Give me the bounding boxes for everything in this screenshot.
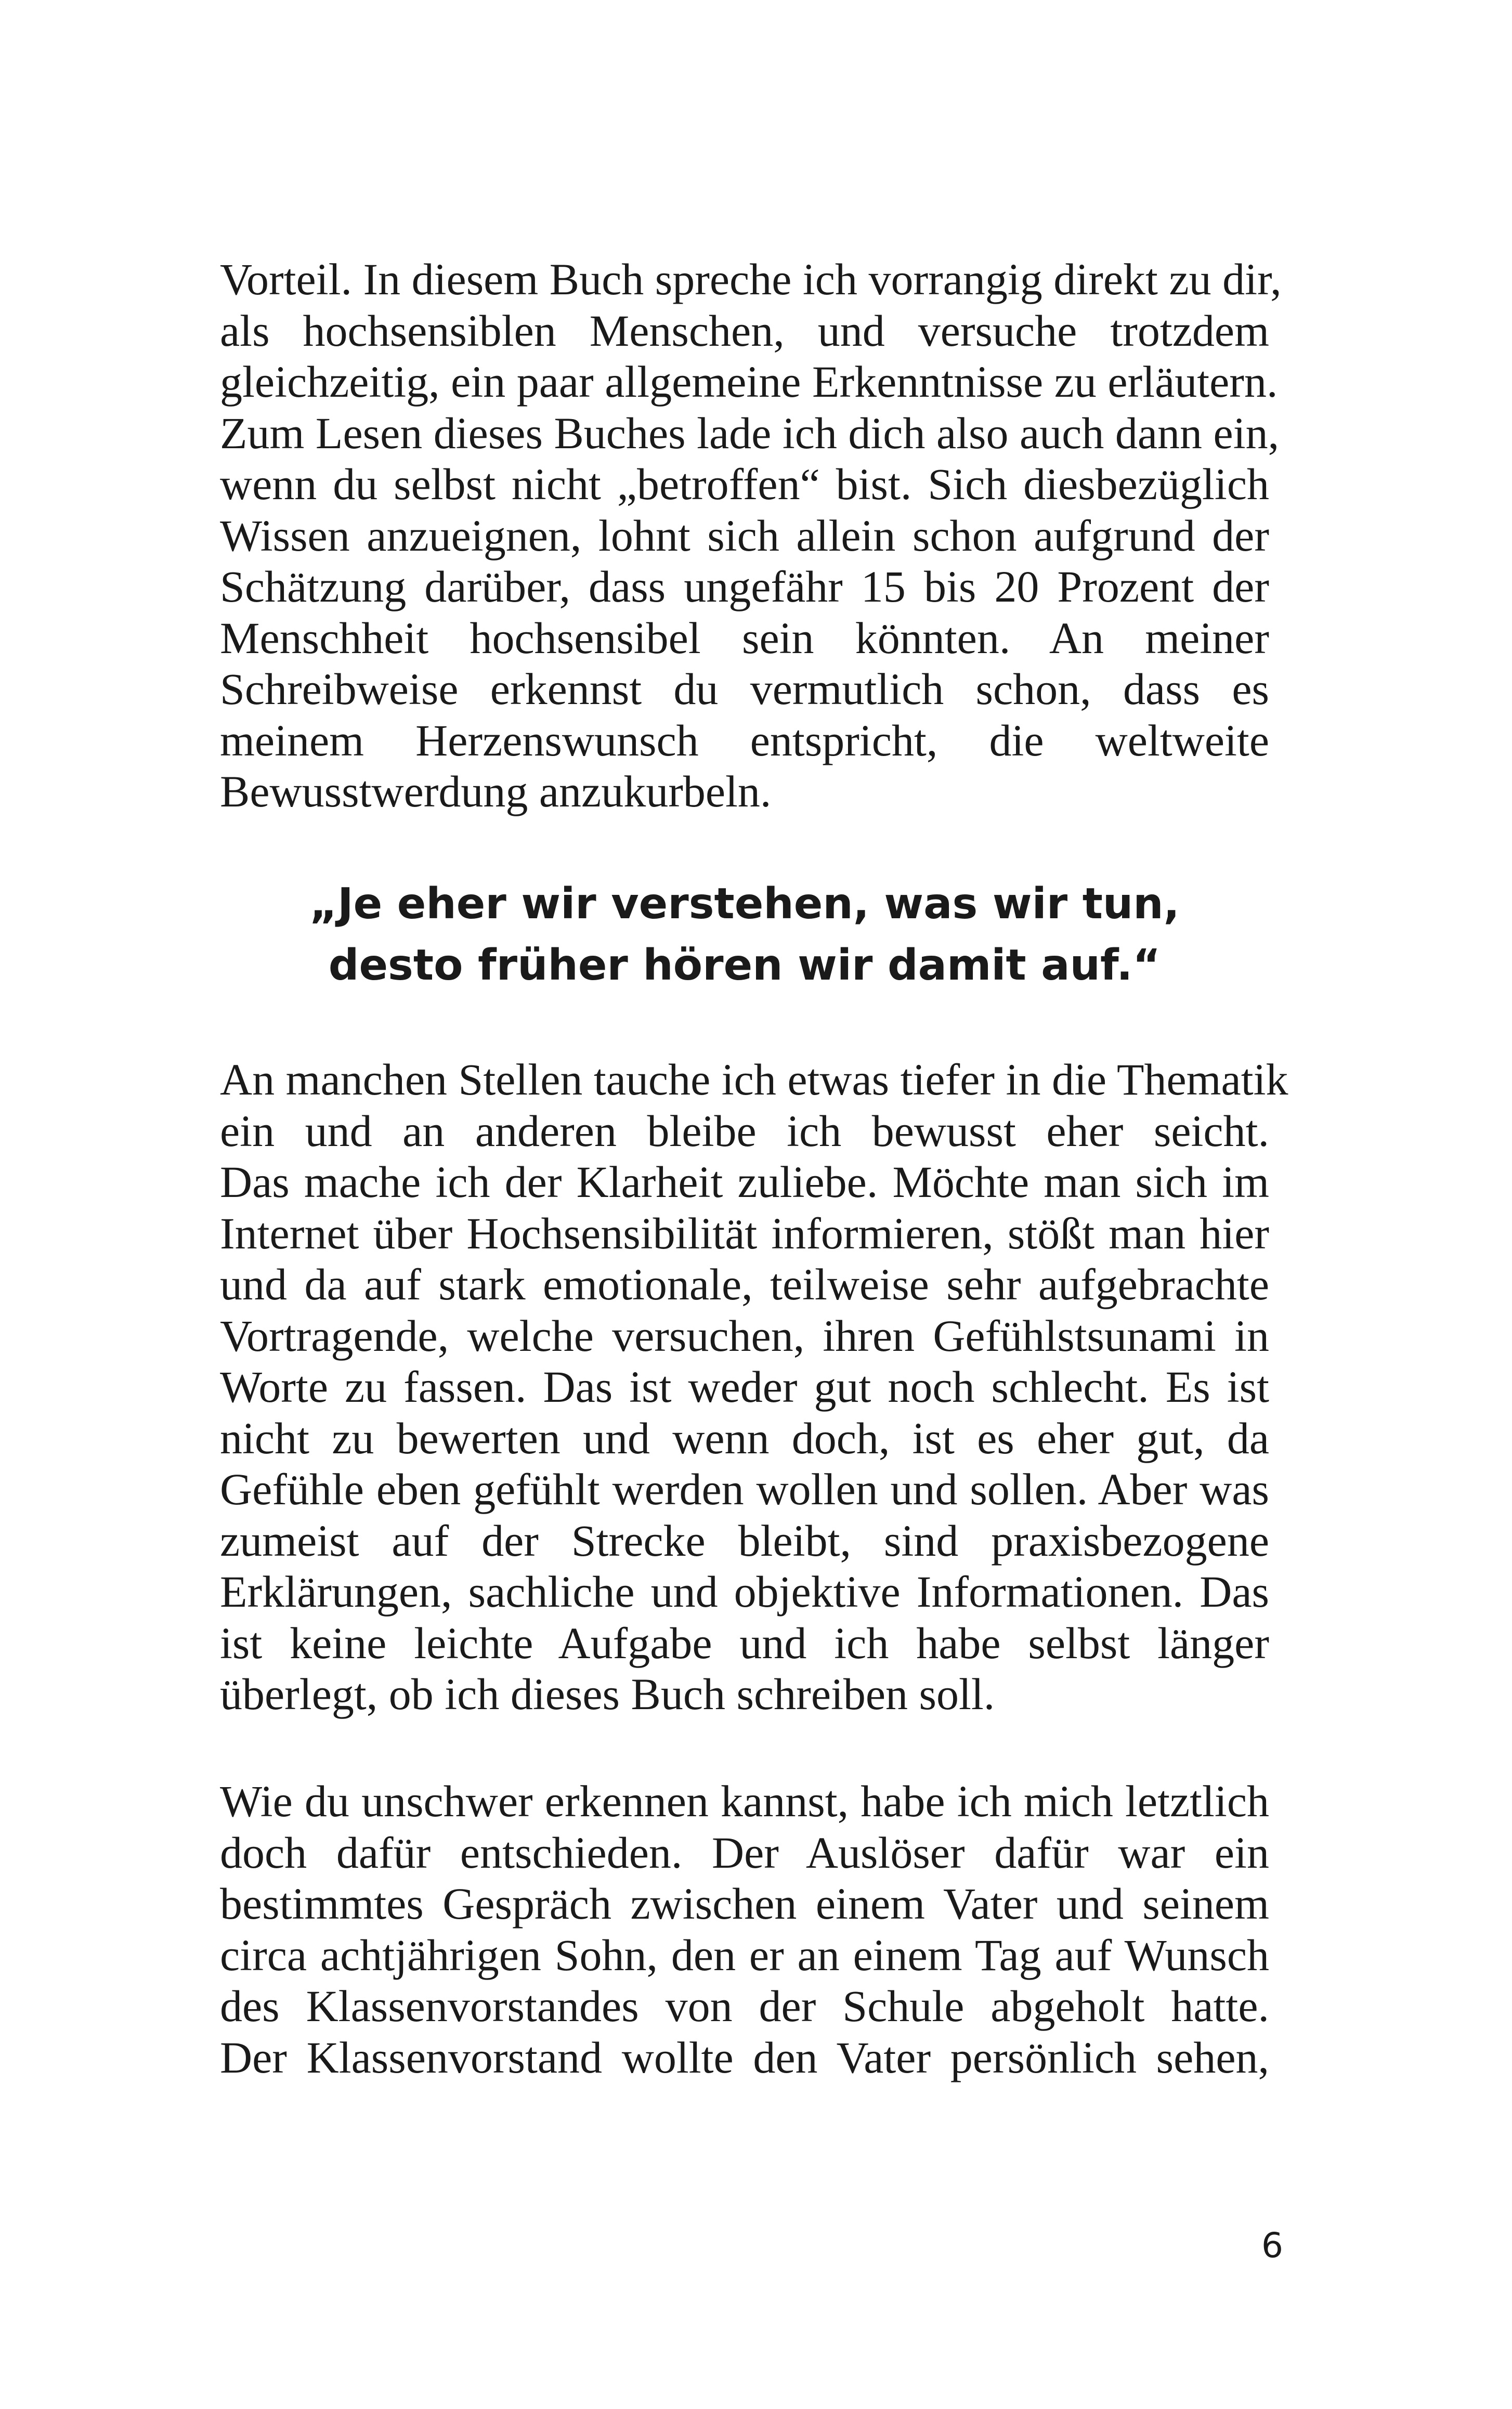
text-line: Worte zu fassen. Das ist weder gut noch schlecht. Es ist: [220, 1362, 1269, 1412]
text-line: als hochsensiblen Menschen, und versuche trotzdem: [220, 305, 1269, 356]
text-line: Vortragende, welche versuchen, ihren Gefühlstsunami in: [220, 1310, 1269, 1361]
paragraph-2: [220, 1054, 1288, 1720]
text-line: ein und an anderen bleibe ich bewusst eher seicht.: [220, 1105, 1269, 1156]
text-line: meinem Herzenswunsch entspricht, die weltweite: [220, 715, 1269, 765]
text-line: Bewusstwerdung anzukurbeln.: [220, 766, 772, 816]
page-number: 6: [1261, 2225, 1283, 2265]
text-line: Wie du unschwer erkennen kannst, habe ich mich letztlich: [220, 1776, 1269, 1826]
quote-line: „Je eher wir verstehen, was wir tun,: [309, 879, 1180, 929]
text-line: überlegt, ob ich dieses Buch schreiben soll.: [220, 1669, 995, 1719]
text-line: Der Klassenvorstand wollte den Vater persönlich sehen,: [220, 2032, 1269, 2082]
text-line: Wissen anzueignen, lohnt sich allein schon aufgrund der: [220, 510, 1269, 561]
text-line: nicht zu bewerten und wenn doch, ist es eher gut, da: [220, 1413, 1269, 1463]
pull-quote: [220, 874, 1269, 996]
text-line: Das mache ich der Klarheit zuliebe. Möchte man sich im: [220, 1157, 1269, 1207]
text-line: Gefühle eben gefühlt werden wollen und sollen. Aber was: [220, 1464, 1269, 1514]
text-line: Vorteil. In diesem Buch spreche ich vorrangig direkt zu dir,: [220, 254, 1282, 304]
paragraph-1: [220, 254, 1282, 817]
text-line: Menschheit hochsensibel sein könnten. An meiner: [220, 613, 1269, 663]
text-line: Schätzung darüber, dass ungefähr 15 bis 20 Prozent der: [220, 562, 1269, 611]
text-line: des Klassenvorstandes von der Schule abgeholt hatte.: [220, 1981, 1269, 2031]
text-line: gleichzeitig, ein paar allgemeine Erkenntnisse zu erläutern.: [220, 357, 1278, 407]
text-line: An manchen Stellen tauche ich etwas tiefer in die Thematik: [220, 1054, 1288, 1104]
text-line: Schreibweise erkennst du vermutlich schon, dass es: [220, 664, 1269, 714]
text-line: ist keine leichte Aufgabe und ich habe selbst länger: [220, 1618, 1269, 1668]
text-line: doch dafür entschieden. Der Auslöser dafür war ein: [220, 1827, 1269, 1878]
text-line: Internet über Hochsensibilität informieren, stößt man hier: [220, 1208, 1269, 1258]
paragraph-3: [220, 1776, 1269, 2083]
text-line: wenn du selbst nicht „betroffen“ bist. Sich diesbezüglich: [220, 459, 1269, 509]
text-line: Zum Lesen dieses Buches lade ich dich also auch dann ein,: [220, 408, 1280, 458]
text-line: zumeist auf der Strecke bleibt, sind praxisbezogene: [220, 1515, 1269, 1566]
text-line: bestimmtes Gespräch zwischen einem Vater und seinem: [220, 1879, 1269, 1929]
text-line: und da auf stark emotionale, teilweise sehr aufgebrachte: [220, 1259, 1269, 1309]
text-line: Erklärungen, sachliche und objektive Informationen. Das: [220, 1567, 1269, 1617]
text-line: circa achtjährigen Sohn, den er an einem Tag auf Wunsch: [220, 1930, 1269, 1980]
quote-line: desto früher hören wir damit auf.“: [328, 941, 1161, 990]
